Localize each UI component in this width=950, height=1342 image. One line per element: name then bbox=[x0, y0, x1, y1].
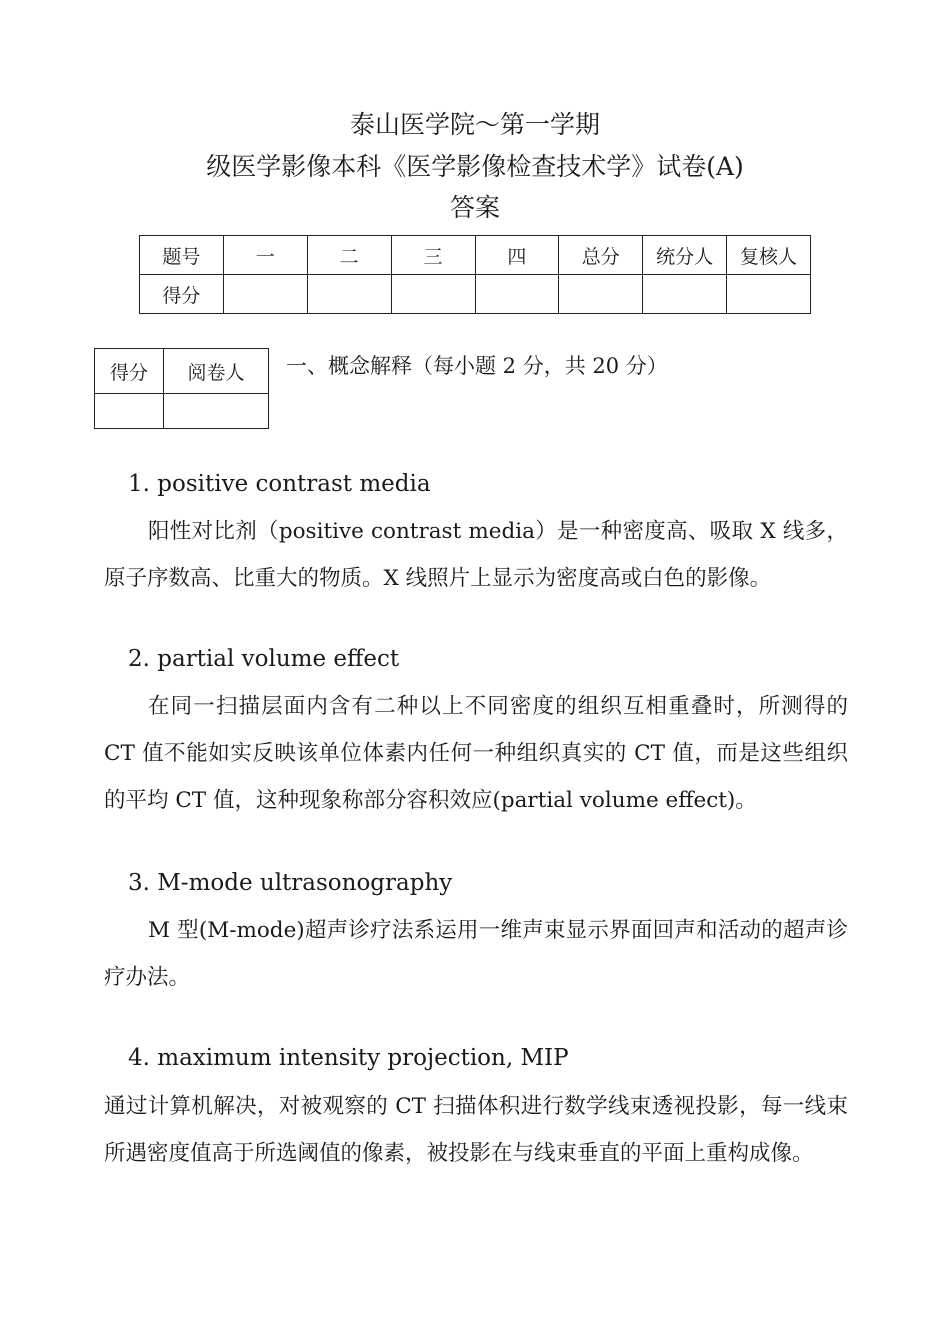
grader-box-header-row bbox=[95, 349, 269, 394]
grader-box-grader-cell bbox=[164, 394, 269, 429]
question-term: 3. M-mode ultrasonography bbox=[128, 870, 453, 896]
exam-title-line-2: 级医学影像本科《医学影像检查技术学》试卷(A) bbox=[206, 152, 744, 181]
question-term: 2. partial volume effect bbox=[128, 646, 400, 672]
grader-box-score-cell bbox=[95, 394, 164, 429]
score-table-header: 总分 bbox=[559, 236, 643, 275]
exam-title-line-1: 泰山医学院～第一学期 bbox=[349, 110, 600, 139]
question-term: 4. maximum intensity projection, MIP bbox=[128, 1045, 569, 1071]
question-answer: 阳性对比剂（positive contrast media）是一种密度高、吸取 X 线多，原子序数高、比重大的物质。X 线照片上显示为密度高或白色的影像。 bbox=[104, 519, 848, 591]
score-table-row-label: 得分 bbox=[140, 275, 224, 314]
question-answer: M 型(M-mode)超声诊疗法系运用一维声束显示界面回声和活动的超声诊疗办法。 bbox=[104, 918, 848, 990]
score-cell bbox=[643, 275, 727, 314]
score-table-header: 一 bbox=[223, 236, 307, 275]
score-table-header: 题号 bbox=[140, 236, 224, 275]
question-answer: 通过计算机解决，对被观察的 CT 扫描体积进行数学线束透视投影，每一线束所遇密度值高于所选阈值的像素，被投影在与线束垂直的平面上重构成像。 bbox=[104, 1094, 848, 1166]
score-table-header: 四 bbox=[475, 236, 559, 275]
score-cell bbox=[727, 275, 811, 314]
grader-box bbox=[94, 348, 269, 429]
score-cell bbox=[223, 275, 307, 314]
question-term: 1. positive contrast media bbox=[128, 471, 431, 497]
section-heading: 一、概念解释（每小题 2 分，共 20 分） bbox=[286, 354, 668, 378]
score-cell bbox=[475, 275, 559, 314]
score-table-header: 复核人 bbox=[727, 236, 811, 275]
score-table bbox=[139, 235, 811, 314]
score-table-header: 三 bbox=[391, 236, 475, 275]
score-cell bbox=[559, 275, 643, 314]
score-table-header: 二 bbox=[307, 236, 391, 275]
question-answer: 在同一扫描层面内含有二种以上不同密度的组织互相重叠时，所测得的 CT 值不能如实反映该单位体素内任何一种组织真实的 CT 值，而是这些组织的平均 CT 值，这种现象称部分容积效应(partial volume effect)。 bbox=[104, 694, 848, 813]
exam-title-line-3: 答案 bbox=[449, 193, 500, 222]
grader-box-score-label: 得分 bbox=[95, 349, 164, 394]
score-table-score-row bbox=[140, 275, 811, 314]
score-cell bbox=[391, 275, 475, 314]
score-cell bbox=[307, 275, 391, 314]
grader-box-grader-label: 阅卷人 bbox=[164, 349, 269, 394]
score-table-header-row bbox=[140, 236, 811, 275]
score-table-header: 统分人 bbox=[643, 236, 727, 275]
grader-box-entry-row bbox=[95, 394, 269, 429]
